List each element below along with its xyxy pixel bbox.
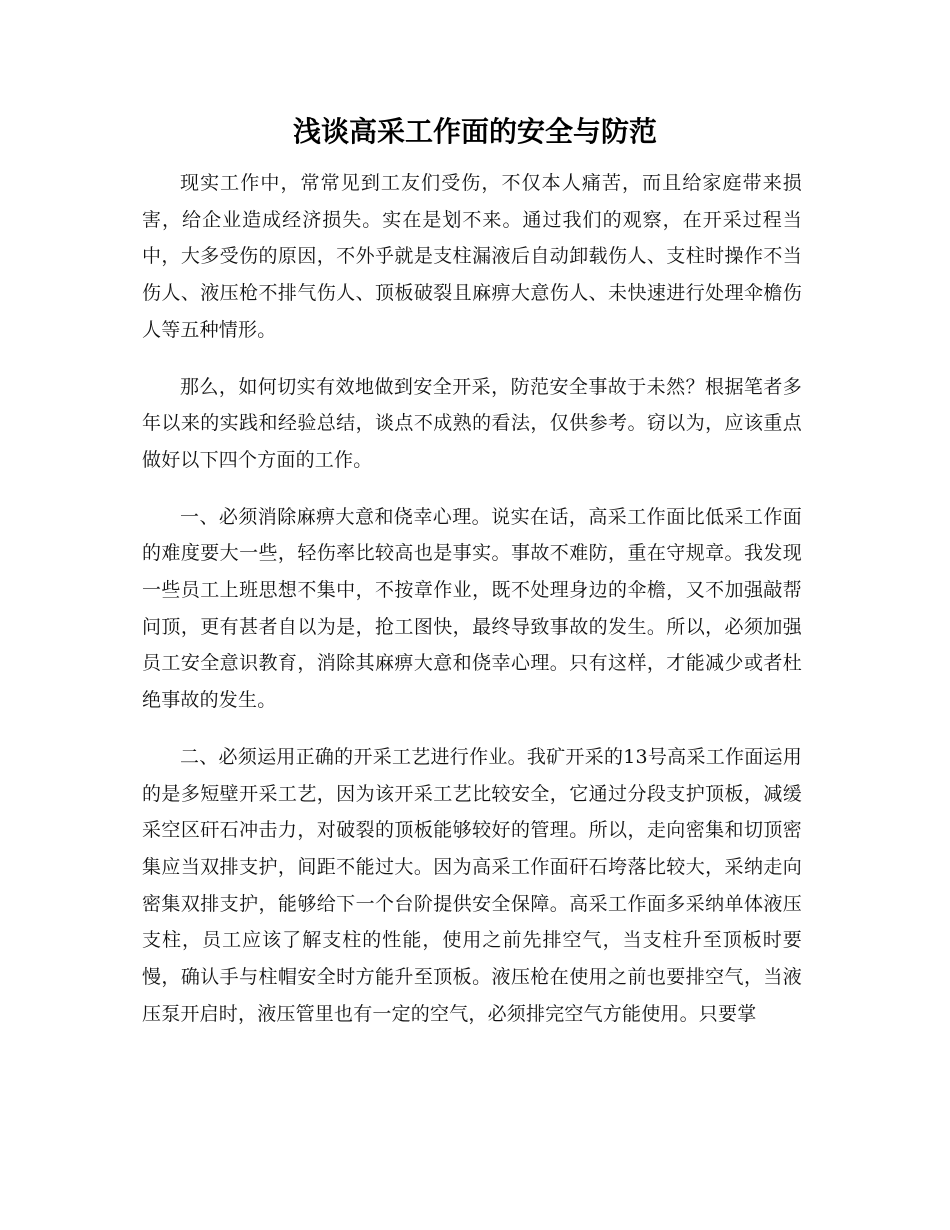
paragraph-intro: 现实工作中，常常见到工友们受伤，不仅本人痛苦，而且给家庭带来损害，给企业造成经济损失。实在是划不来。通过我们的观察，在开采过程当中，大多受伤的原因，不外乎就是支柱漏液后自动卸载伤人、支柱时操作不当伤人、液压枪不排气伤人、顶板破裂且麻痹大意伤人、未快速进行处理伞檐伤人等五种情形。 bbox=[142, 172, 802, 341]
document-body bbox=[142, 165, 802, 1052]
paragraph-question: 那么，如何切实有效地做到安全开采，防范安全事故于未然？根据笔者多年以来的实践和经验总结，谈点不成熟的看法，仅供参考。窃以为，应该重点做好以下四个方面的工作。 bbox=[142, 375, 802, 471]
paragraph-point-two: 二、必须运用正确的开采工艺进行作业。我矿开采的13号高采工作面运用的是多短壁开采工艺，因为该开采工艺比较安全，它通过分段支护顶板，减缓采空区矸石冲击力，对破裂的顶板能够较好的管理。所以，走向密集和切顶密集应当双排支护，间距不能过大。因为高采工作面矸石垮落比较大，采纳走向密集双排支护，能够给下一个台阶提供安全保障。高采工作面多采纳单体液压支柱，员工应该了解支柱的性能，使用之前先排空气，当支柱升至顶板时要慢，确认手与柱帽安全时方能升至顶板。液压枪在使用之前也要排空气，当液压泵开启时，液压管里也有一定的空气，必须排完空气方能使用。只要掌 bbox=[142, 745, 802, 1025]
document-title: 浅谈高采工作面的安全与防范 bbox=[292, 115, 657, 148]
paragraph-point-one: 一、必须消除麻痹大意和侥幸心理。说实在话，高采工作面比低采工作面的难度要大一些，轻伤率比较高也是事实。事故不难防，重在守规章。我发现一些员工上班思想不集中，不按章作业，既不处理身边的伞檐，又不加强敲帮问顶，更有甚者自以为是，抢工图快，最终导致事故的发生。所以，必须加强员工安全意识教育，消除其麻痹大意和侥幸心理。只有这样，才能减少或者杜绝事故的发生。 bbox=[142, 505, 802, 712]
